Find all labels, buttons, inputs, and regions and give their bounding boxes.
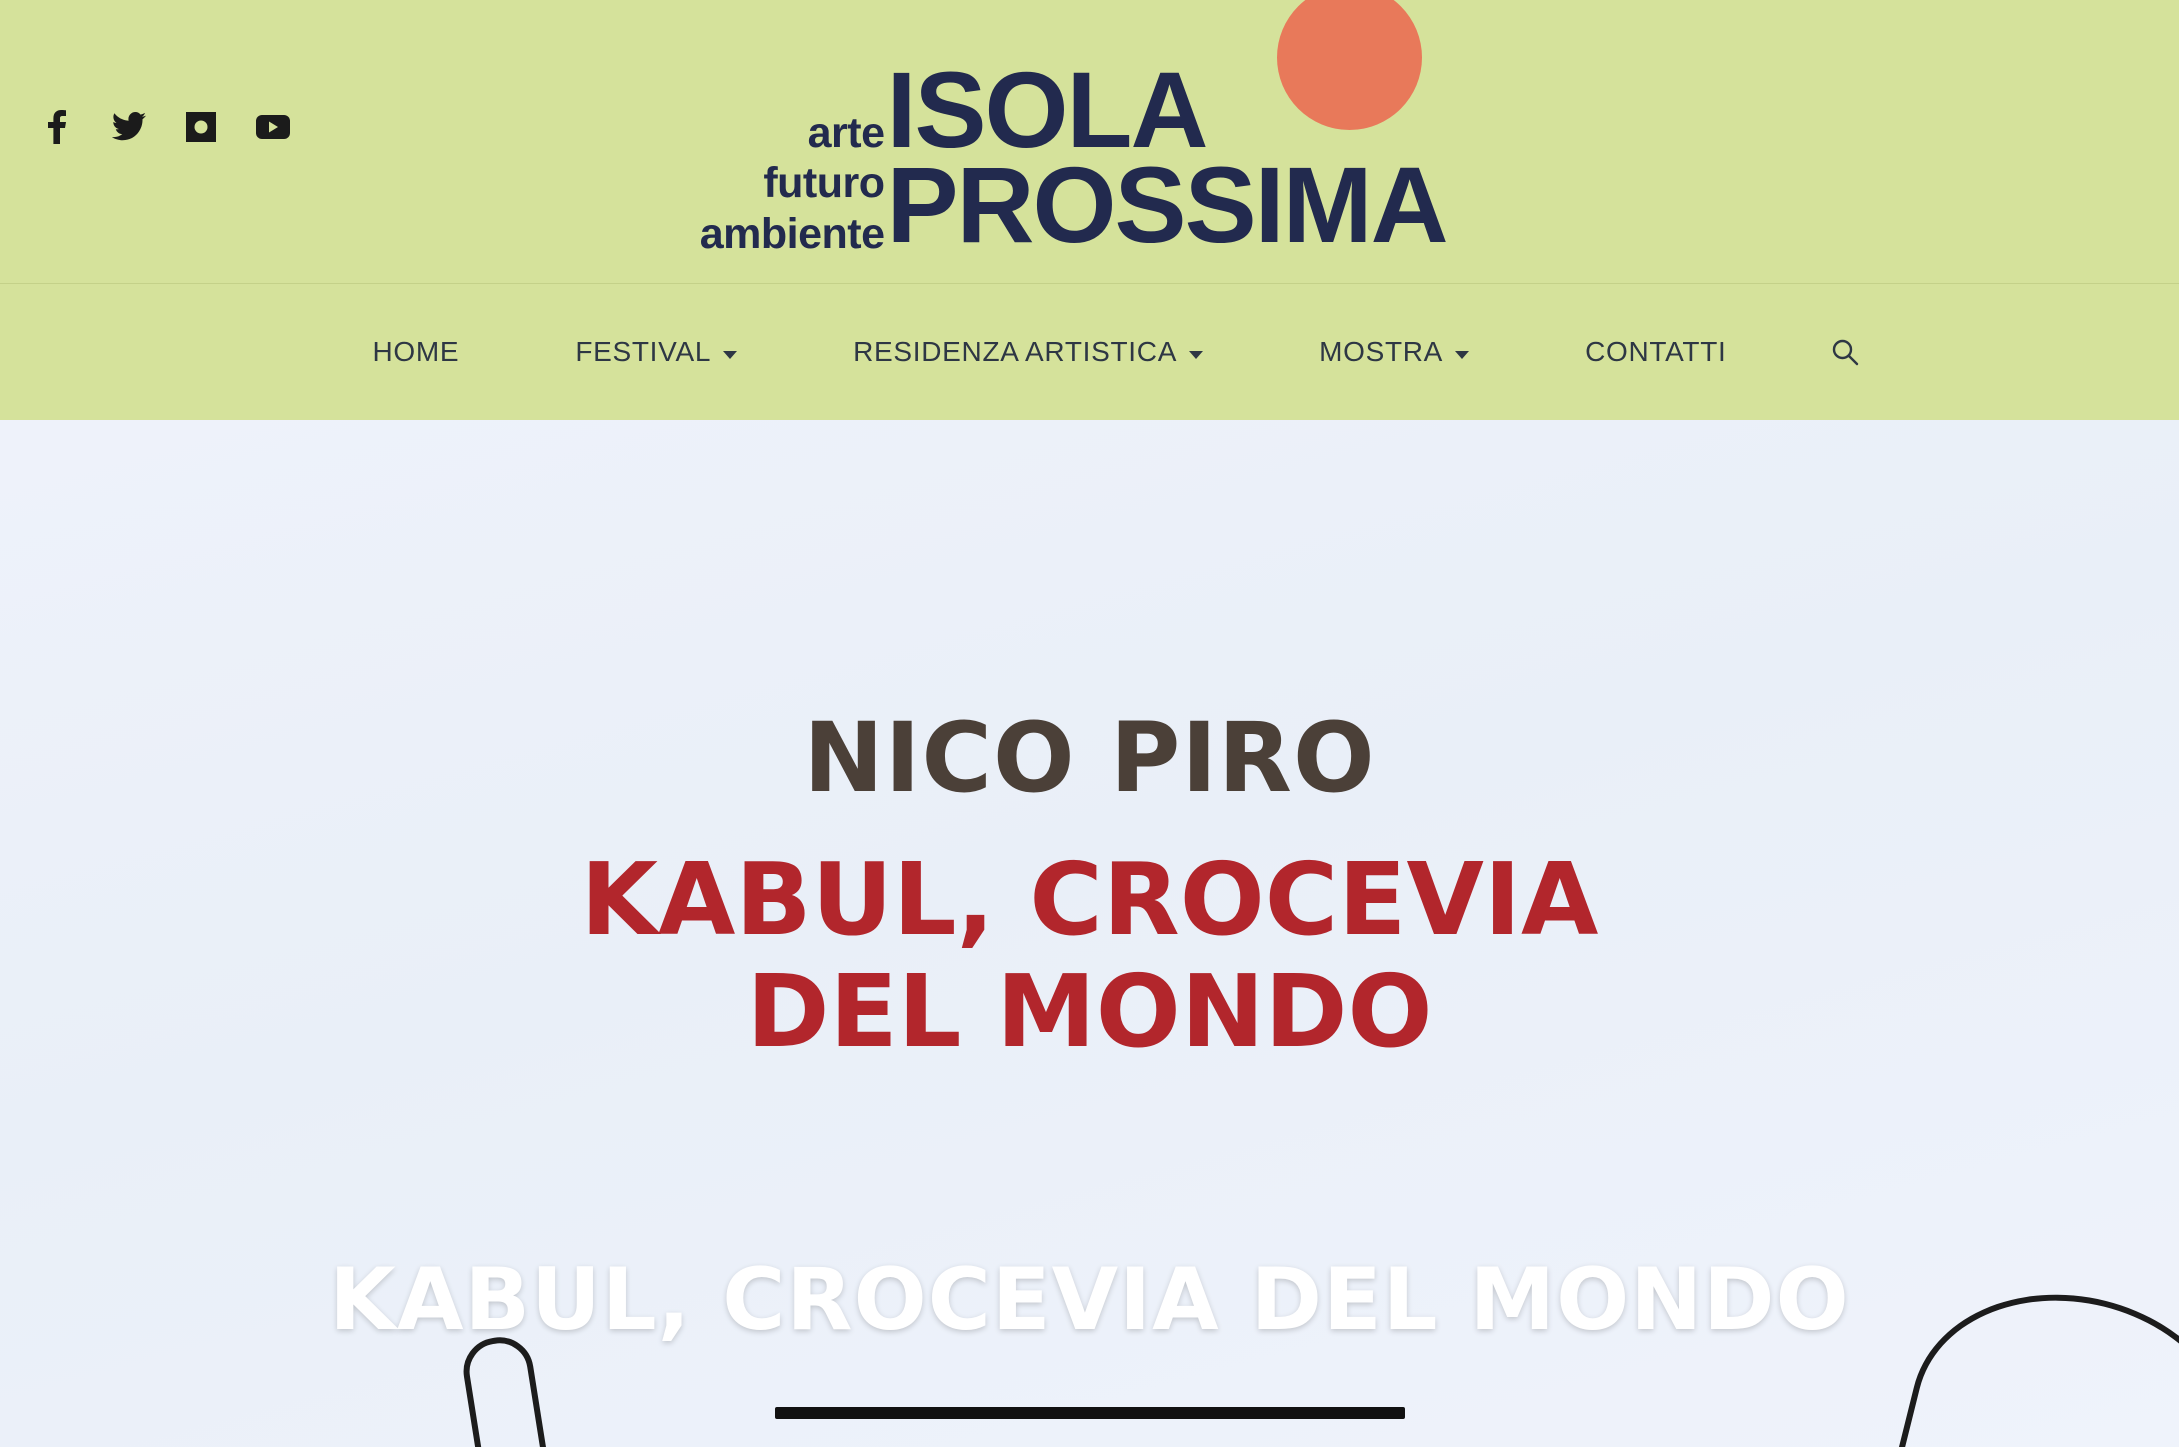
poster-author: NICO PIRO: [803, 702, 1376, 814]
nav-item-label: FESTIVAL: [575, 336, 712, 367]
main-navigation: [0, 283, 2179, 420]
logo-subtitle: [615, 108, 885, 259]
logo-wordmark: [886, 49, 1447, 266]
hero-slider: [0, 420, 2179, 1447]
search-icon[interactable]: [1825, 332, 1865, 372]
youtube-icon[interactable]: [256, 110, 290, 144]
hero-slider-indicator[interactable]: [775, 1407, 1405, 1419]
nav-item-label: HOME: [372, 336, 460, 367]
twitter-icon[interactable]: [112, 110, 146, 144]
poster-title-line-2: DEL MONDO: [746, 953, 1433, 1070]
facebook-icon[interactable]: [40, 110, 74, 144]
site-header: [0, 0, 2179, 283]
instagram-icon[interactable]: [184, 110, 218, 144]
chevron-down-icon: [1189, 351, 1203, 359]
nav-items: [315, 332, 1865, 372]
social-links: [40, 110, 290, 144]
poster-title: [580, 841, 1599, 1070]
logo-word-prossima: PROSSIMA: [886, 144, 1447, 266]
logo-subtitle-line-2: futuro: [763, 159, 885, 208]
nav-item-festival[interactable]: [517, 336, 795, 368]
nav-item-residenza-artistica[interactable]: [795, 336, 1261, 368]
nav-item-home[interactable]: [315, 336, 518, 368]
chevron-down-icon: [723, 351, 737, 359]
site-logo[interactable]: [615, 0, 1565, 283]
poster-title-line-1: KABUL, CROCEVIA: [580, 841, 1599, 958]
nav-item-label: RESIDENZA ARTISTICA: [853, 336, 1178, 367]
nav-item-label: CONTATTI: [1585, 336, 1727, 367]
logo-subtitle-line-1: arte: [807, 109, 885, 157]
hero-overlay-title: KABUL, CROCEVIA DEL MONDO: [329, 1250, 1850, 1350]
logo-subtitle-line-3: ambiente: [699, 209, 885, 258]
logo-word-isola: ISOLA: [886, 49, 1207, 170]
chevron-down-icon: [1455, 351, 1469, 359]
nav-item-mostra[interactable]: [1261, 336, 1527, 368]
nav-item-label: MOSTRA: [1319, 336, 1444, 367]
nav-item-contatti[interactable]: [1527, 336, 1784, 368]
